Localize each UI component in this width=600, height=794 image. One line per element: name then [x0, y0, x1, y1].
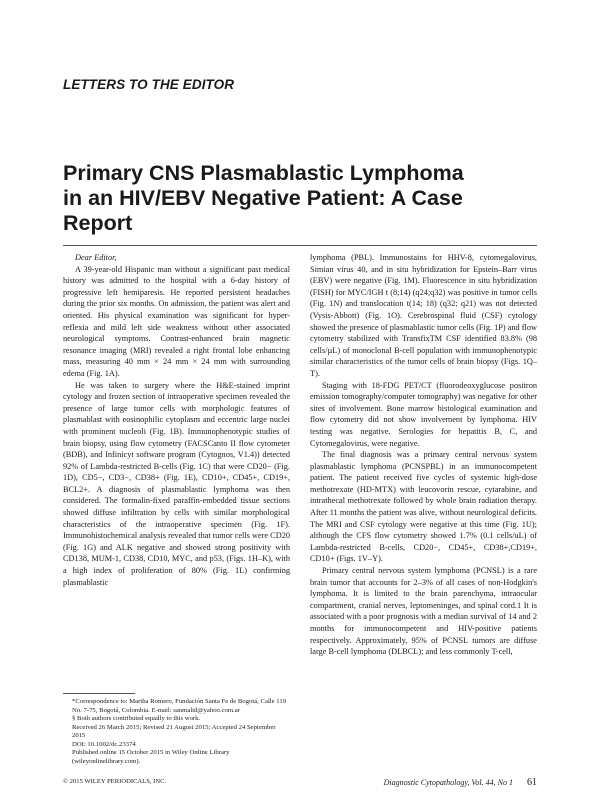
- footnote-published: Published online 15 October 2015 in Wiley Online Library (wileyonlinelibrary.com).: [72, 749, 230, 765]
- title-divider: [63, 245, 537, 246]
- footnote-doi: DOI: 10.1002/dc.23374: [72, 740, 136, 748]
- article-title: Primary CNS Plasmablastic Lymphoma in an HIV/EBV Negative Patient: A Case Report: [63, 161, 464, 235]
- paragraph: lymphoma (PBL). Immunostains for HHV-8, cytomegalovirus, Simian virus 40, and in situ hybridization for Epstein–Barr virus (EBV) were negative (Fig. 1M). Fluorescence in situ hybridization (FISH) for MYC/IGH t (8;14) (q24;q32) was positive in tumor cells (Fig. 1N) and translocation t(14; 18) (q32; q21) was not detected (Vysis-Abbott) (Fig. 1O). Cerebrospinal fluid (CSF) cytology showed the presence of plasmablastic tumor cells (Fig. 1P) and flow cytometry stabilized with TransfixTM CSF identified 83.8% (98 cells/µL) of monoclonal B-cell population with immunophenotypic similar characteristics of the tumor cells of brain biopsy (Figs. 1Q–T).: [310, 253, 537, 378]
- footnotes: [63, 698, 290, 766]
- paragraph: The final diagnosis was a primary central nervous system plasmablastic lymphoma (PCNSPBL) in an immunocompetent patient. The patient received five cycles of systemic high-dose methotrexate (HD-MTX) with leucovorin rescue, cytarabine, and intrathecal methotrexate followed by whole brain radiation therapy. After 11 months the patient was alive, without neurological deficits. The MRI and CSF cytology were negative at this time (Fig. 1U); although the CFS flow cytometry showed 1.7% (0.1 cells/uL) of Lambda-restricted B-cells, CD20−, CD45+, CD38+,CD19+, CD10+ (Figs. 1V–Y).: [310, 450, 537, 564]
- paragraph: A 39-year-old Hispanic man without a significant past medical history was admitted to the hospital with a 6-day history of progressive left hemiparesis. He reported persistent headaches during the prior six months. On admission, the patient was alert and oriented. His physical examination was significant for hyper-reflexia and mild left side weakness without other associated neurological symptoms. Contrast-enhanced brain magnetic resonance imaging (MRI) revealed a right frontal lobe enhancing mass, measuring 40 mm × 24 mm × 24 mm with surrounding edema (Fig. 1A).: [63, 264, 290, 378]
- salutation: Dear Editor,: [75, 253, 117, 262]
- footnote-contribution: § Both authors contributed equally to this work.: [72, 715, 201, 722]
- journal-citation: Diagnostic Cytopathology, Vol. 44, No 1: [383, 778, 513, 787]
- journal-footer: [384, 777, 537, 788]
- page-number: 61: [527, 777, 537, 788]
- paragraph: He was taken to surgery where the H&E-stained imprint cytology and frozen section of intraoperative specimen revealed the presence of large tumor cells with morphologic features of plasmablast with eosinophilic cytoplasm and eccentric large nuclei with prominent nucleoli (Fig. 1B). Immunophenotypic studies of brain biopsy, using flow cytometry (FACSCanto II flow cytometer (BDB), and Infinicyt software program (Cytognos, V1.4)) detected 92% of Lambda-restricted B-cells (Fig. 1C) that were CD20− (Fig. 1D), CD5−, CD3−, CD38+ (Fig. 1E), CD10+, CD45+, CD19+, BCL2+. A diagnosis of plasmablastic lymphoma was then considered. The formalin-fixed paraffin-embedded tissue sections showed diffuse infiltration by cells with similar morphological characteristics of the intraoperative specimen (Fig. 1F). Immunohistochemical analysis revealed that tumor cells were CD20 (Fig. 1G) and ALK negative and showed strong positivity with CD138, MUM-1, CD38, CD10, MYC, and p53, (Figs. 1H–K), with a high index of proliferation of 80% (Fig. 1L) confirming plasmablastic: [63, 380, 290, 587]
- right-column: [310, 252, 537, 658]
- paragraph: Primary central nervous system lymphoma (PCNSL) is a rare brain tumor that accounts for 2–3% of all cases of non-Hodgkin's lymphoma. It is limited to the brain parenchyma, intraocular compartment, cranial nerves, leptomeninges, and spinal cord.1 It is associated with a poor prognosis with a median survival of 14 and 2 months for immunocompetent and HIV-positive patients respectively. Approximately, 95% of PCNSL tumors are diffuse large B-cell lymphoma (DLBCL); and less commonly T-cell,: [310, 566, 537, 657]
- copyright: © 2015 WILEY PERIODICALS, INC.: [63, 778, 167, 785]
- footnote-correspondence: *Correspondence to: Martha Romero, Fundación Santa Fe de Bogotá, Calle 119 No. 7-75, Bogotá, Colombia. E-mail: sanmalid@yahoo.com.ar: [72, 698, 287, 714]
- paragraph: Staging with 18-FDG PET/CT (fluorodeoxyglucose positron emission tomography/computer tomography) was negative for other sites of involvement. Bone marrow histological examination and flow cytometry did not show involvement by lymphoma. HIV testing was negative. Serologies for hepatitis B, C, and Cytomegalovirus, were negative.: [310, 380, 537, 448]
- left-column: [63, 252, 290, 588]
- section-label: LETTERS TO THE EDITOR: [63, 77, 235, 92]
- footnote-divider: [63, 693, 135, 694]
- footnote-received: Received 26 March 2015; Revised 21 August 2015; Accepted 24 September 2015: [72, 723, 276, 739]
